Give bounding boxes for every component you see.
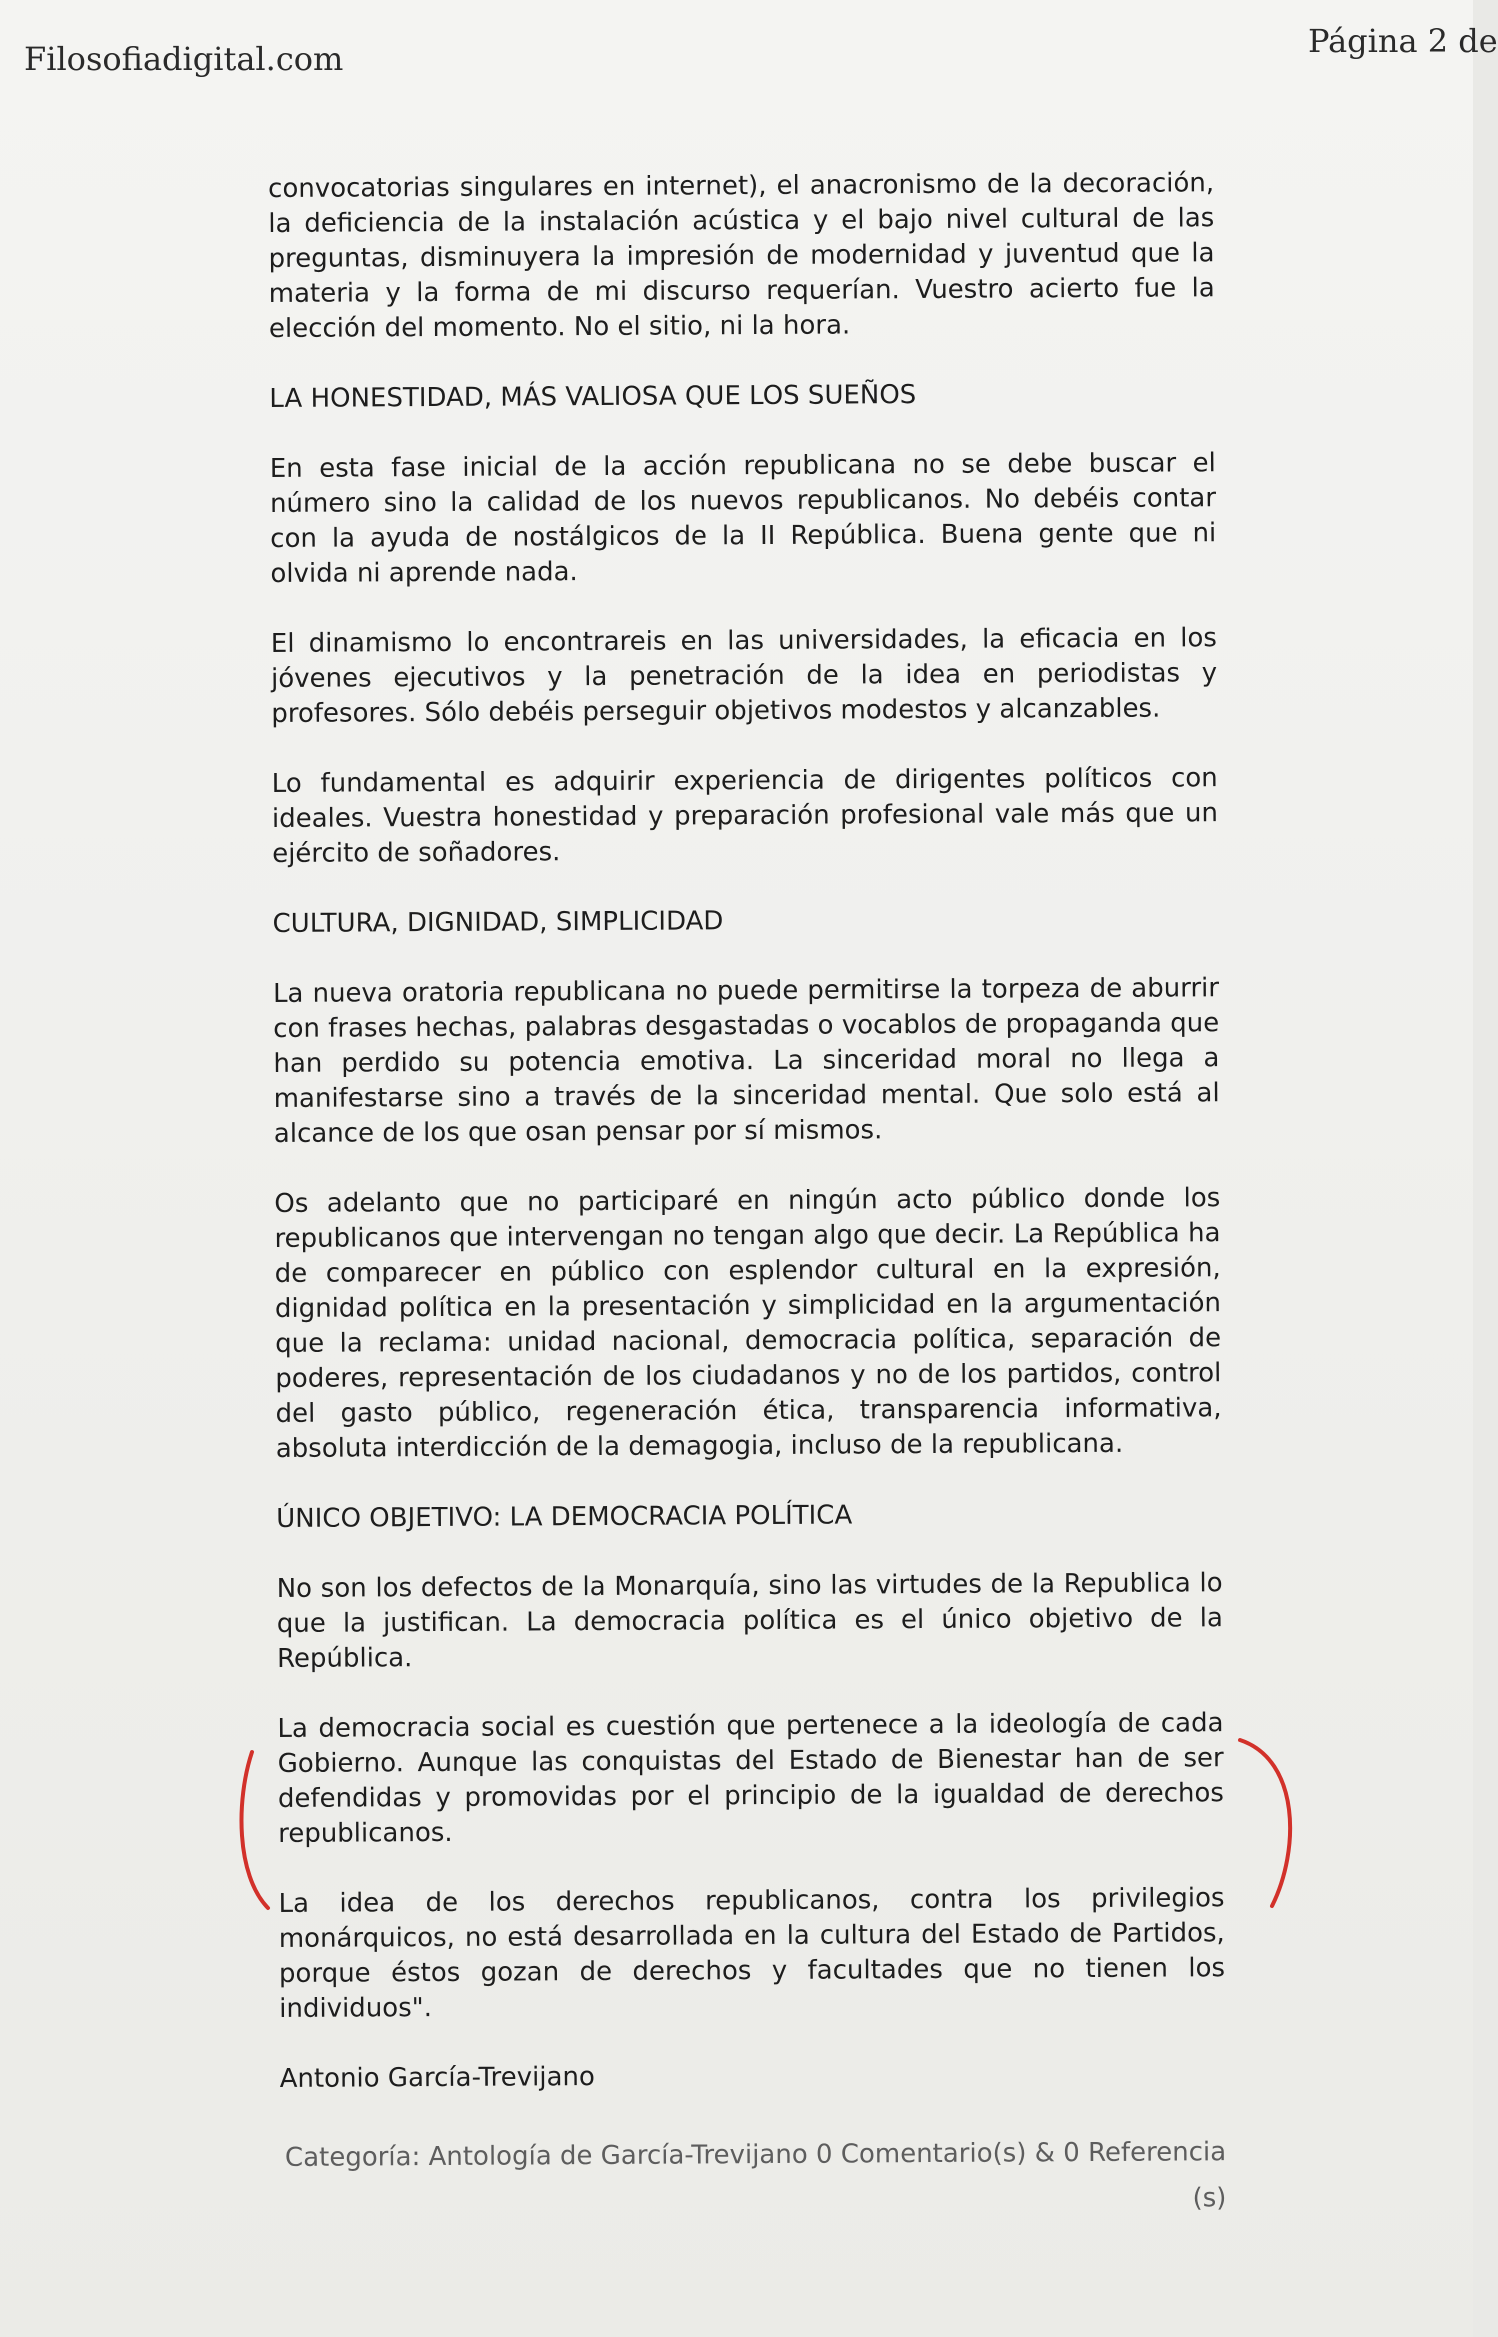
section-heading: ÚNICO OBJETIVO: LA DEMOCRACIA POLÍTICA <box>276 1500 853 1534</box>
paragraph: Os adelanto que no participaré en ningún acto público donde los republicanos que intervengan no tengan algo que decir. La República ha de comparecer en público con esplendor cultural en la expresión, dignidad política en la presentación y simplicidad en la argumentación que la reclama: unidad nacional, democracia política, separación de poderes, representación de los ciudadanos y no de los partidos, control del gasto público, regeneración ética, transparencia informativa, absoluta interdicción de la demagogia, incluso de la republicana. <box>274 1183 1222 1464</box>
paragraph: En esta fase inicial de la acción republicana no se debe buscar el número sino la calidad de los nuevos republicanos. No debéis contar con la ayuda de nostálgicos de la II República. Buena gente que ni olvida ni aprende nada. <box>269 448 1217 589</box>
paragraph: La idea de los derechos republicanos, contra los privilegios monárquicos, no está desarrollada en la cultura del Estado de Partidos, porque éstos gozan de derechos y facultades que no tienen los individuos". <box>278 1883 1226 2024</box>
section-heading: CULTURA, DIGNIDAD, SIMPLICIDAD <box>272 906 724 939</box>
category-footer: Categoría: Antología de García-Trevijano 0 Comentario(s) & 0 Referencia (s) <box>284 2137 1227 2214</box>
section-heading: LA HONESTIDAD, MÁS VALIOSA QUE LOS SUEÑOS <box>269 380 917 414</box>
author-signature: Antonio García-Trevijano <box>279 2062 595 2094</box>
highlighted-paragraph: La democracia social es cuestión que pertenece a la ideología de cada Gobierno. Aunque las conquistas del Estado de Bienestar han de ser defendidas y promovidas por el principio de la igualdad de derechos republicanos. <box>277 1708 1225 1849</box>
left-bracket-mark <box>241 1752 268 1908</box>
paragraph: convocatorias singulares en internet), el anacronismo de la decoración, la deficiencia de la instalación acústica y el bajo nivel cultural de las preguntas, disminuyera la impresión de modernidad y juventud que la materia y la forma de mi discurso requerían. Vuestro acierto fue la elección del momento. No el sitio, ni la hora. <box>268 168 1215 344</box>
paragraph: No son los defectos de la Monarquía, sino las virtudes de la Republica lo que la justifican. La democracia política es el único objetivo de la República. <box>276 1568 1223 1674</box>
paragraph: Lo fundamental es adquirir experiencia de dirigentes políticos con ideales. Vuestra honestidad y preparación profesional vale más que un ejército de soñadores. <box>271 763 1219 869</box>
right-bracket-mark <box>1240 1740 1290 1906</box>
site-name: Filosofiadigital.com <box>24 40 344 78</box>
paragraph: La nueva oratoria republicana no puede permitirse la torpeza de aburrir con frases hechas, palabras desgastadas o vocablos de propaganda que han perdido su potencia emotiva. La sinceridad moral no llega a manifestarse sino a través de la sinceridad mental. Que solo está al alcance de los que osan pensar por sí mismos. <box>272 973 1220 1149</box>
page-number: Página 2 de <box>1308 22 1498 60</box>
paragraph: El dinamismo lo encontrareis en las universidades, la eficacia en los jóvenes ejecutivos y la penetración de la idea en periodistas y profesores. Sólo debéis perseguir objetivos modestos y alcanzables. <box>270 623 1218 729</box>
